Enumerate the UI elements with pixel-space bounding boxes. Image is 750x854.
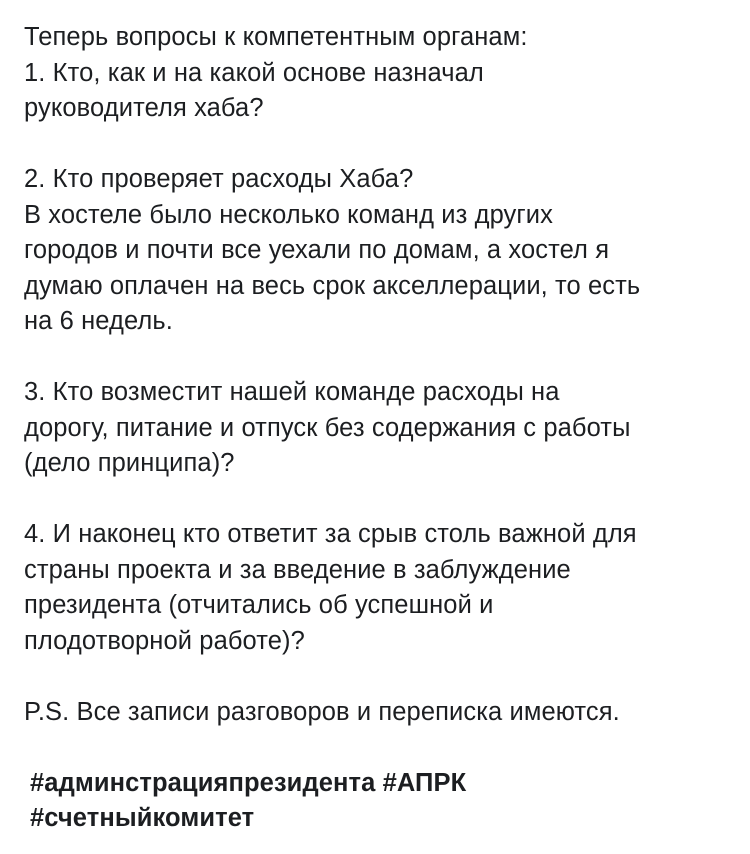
paragraph-gap [24, 127, 734, 163]
intro-line: Теперь вопросы к компетентным органам: [24, 23, 528, 51]
question-1-line: руководителя хаба? [24, 94, 264, 122]
question-4-line: 4. И наконец кто ответит за срыв столь важной для [24, 520, 637, 548]
hashtag-link[interactable]: #АПРК [382, 768, 467, 797]
ps-line: P.S. Все записи разговоров и переписка имеются. [24, 697, 620, 726]
question-4-line: страны проекта и за введение в заблуждение [24, 555, 571, 584]
question-2-line: думаю оплачен на весь срок акселлерации, то есть [24, 271, 641, 300]
question-3-line: (дело принципа)? [24, 449, 235, 477]
question-4-line: президента (отчитались об успешной и [24, 591, 494, 619]
paragraph-gap [24, 659, 734, 695]
paragraph-gap [24, 340, 734, 376]
question-3-line: 3. Кто возместит нашей команде расходы на [24, 378, 560, 406]
question-4-line: плодотворной работе)? [24, 626, 305, 655]
hashtag-link[interactable]: #админстрацияпрезидента [30, 768, 376, 797]
hashtag-link[interactable]: #счетныйкомитет [30, 804, 255, 832]
hashtags [30, 766, 734, 837]
question-2-line: 2. Кто проверяет расходы Хаба? [24, 165, 414, 193]
question-2-line: В хостеле было несколько команд из других [24, 200, 554, 229]
post-text [24, 20, 734, 837]
question-1-line: 1. Кто, как и на какой основе назначал [24, 58, 484, 87]
question-2-line: на 6 недель. [24, 307, 173, 335]
question-3-line: дорогу, питание и отпуск без содержания с работы [24, 413, 631, 442]
question-2-line: городов и почти все уехали по домам, а хостел я [24, 236, 610, 264]
paragraph-gap [24, 730, 734, 766]
paragraph-gap [24, 482, 734, 518]
